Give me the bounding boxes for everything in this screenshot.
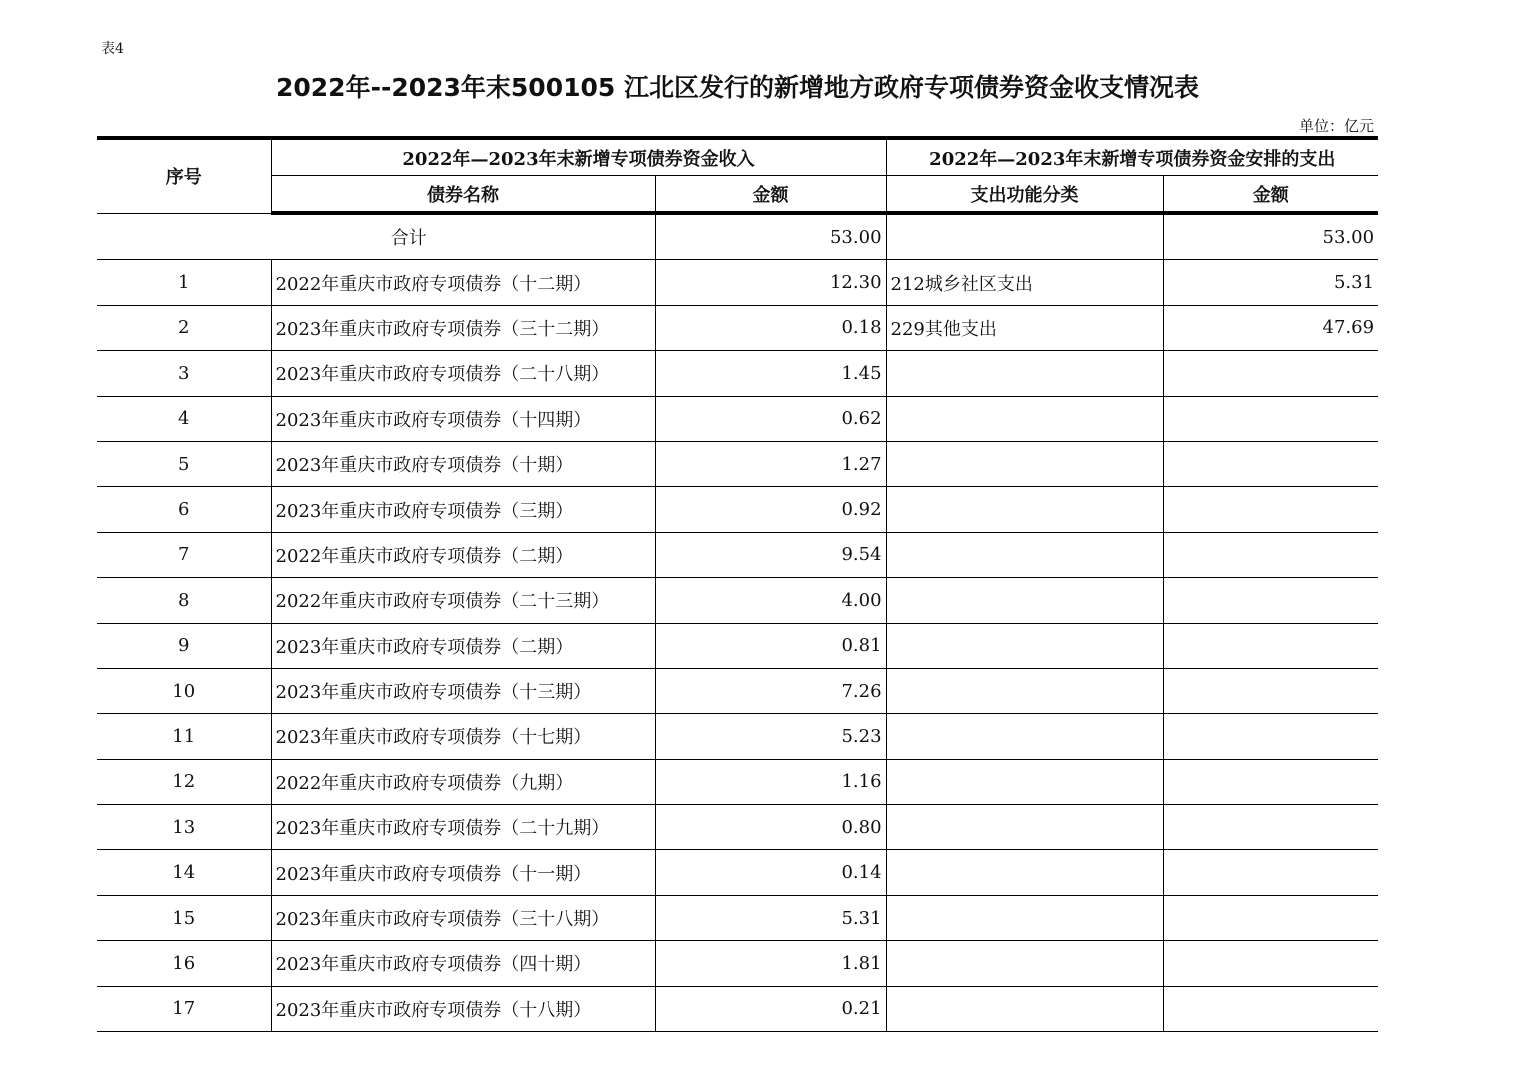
row-function-class	[886, 532, 1163, 577]
table-row	[97, 260, 1378, 305]
total-label: 合计	[97, 213, 655, 260]
row-bond-name: 2022年重庆市政府专项债券（二期）	[271, 532, 655, 577]
row-seq: 1	[97, 260, 271, 305]
row-bond-name: 2022年重庆市政府专项债券（十二期）	[271, 260, 655, 305]
row-expense-amount	[1163, 850, 1378, 895]
table-row	[97, 986, 1378, 1031]
row-expense-amount	[1163, 532, 1378, 577]
total-row	[97, 213, 1378, 260]
row-seq: 11	[97, 714, 271, 759]
row-bond-name: 2023年重庆市政府专项债券（四十期）	[271, 941, 655, 986]
row-bond-name: 2023年重庆市政府专项债券（十七期）	[271, 714, 655, 759]
row-seq: 6	[97, 487, 271, 532]
table-row	[97, 759, 1378, 804]
row-bond-name: 2023年重庆市政府专项债券（三十二期）	[271, 305, 655, 350]
row-seq: 4	[97, 396, 271, 441]
row-bond-name: 2023年重庆市政府专项债券（十三期）	[271, 668, 655, 713]
column-header-seq: 序号	[97, 138, 271, 213]
total-income-amount: 53.00	[655, 213, 886, 260]
row-income-amount: 0.62	[655, 396, 886, 441]
table-row	[97, 941, 1378, 986]
table-row	[97, 895, 1378, 940]
row-expense-amount	[1163, 714, 1378, 759]
row-function-class: 229其他支出	[886, 305, 1163, 350]
row-expense-amount: 47.69	[1163, 305, 1378, 350]
row-expense-amount	[1163, 351, 1378, 396]
column-group-income: 2022年—2023年末新增专项债券资金收入	[271, 138, 886, 176]
header-row-columns	[97, 176, 1378, 214]
row-bond-name: 2023年重庆市政府专项债券（十四期）	[271, 396, 655, 441]
row-bond-name: 2023年重庆市政府专项债券（十期）	[271, 441, 655, 486]
row-function-class	[886, 850, 1163, 895]
column-header-bond-name: 债券名称	[271, 176, 655, 214]
column-header-expense-amount: 金额	[1163, 176, 1378, 214]
row-income-amount: 1.27	[655, 441, 886, 486]
row-income-amount: 0.92	[655, 487, 886, 532]
row-seq: 17	[97, 986, 271, 1031]
row-bond-name: 2023年重庆市政府专项债券（三十八期）	[271, 895, 655, 940]
row-income-amount: 5.23	[655, 714, 886, 759]
bond-funds-table	[97, 136, 1378, 1032]
row-income-amount: 1.81	[655, 941, 886, 986]
row-income-amount: 0.18	[655, 305, 886, 350]
row-function-class	[886, 578, 1163, 623]
unit-label: 单位：亿元	[1298, 117, 1374, 135]
table-row	[97, 441, 1378, 486]
table-row	[97, 532, 1378, 577]
row-expense-amount	[1163, 805, 1378, 850]
table-row	[97, 623, 1378, 668]
row-seq: 5	[97, 441, 271, 486]
table-row	[97, 850, 1378, 895]
row-expense-amount	[1163, 986, 1378, 1031]
total-expense-amount: 53.00	[1163, 213, 1378, 260]
column-header-function-class: 支出功能分类	[886, 176, 1163, 214]
row-seq: 8	[97, 578, 271, 623]
row-income-amount: 1.16	[655, 759, 886, 804]
row-expense-amount	[1163, 668, 1378, 713]
row-function-class	[886, 759, 1163, 804]
row-seq: 16	[97, 941, 271, 986]
row-income-amount: 12.30	[655, 260, 886, 305]
row-bond-name: 2023年重庆市政府专项债券（十一期）	[271, 850, 655, 895]
row-function-class	[886, 895, 1163, 940]
row-expense-amount: 5.31	[1163, 260, 1378, 305]
header-row-groups	[97, 138, 1378, 176]
row-income-amount: 5.31	[655, 895, 886, 940]
row-function-class	[886, 441, 1163, 486]
row-function-class	[886, 487, 1163, 532]
table-row	[97, 396, 1378, 441]
row-income-amount: 0.80	[655, 805, 886, 850]
row-income-amount: 0.14	[655, 850, 886, 895]
row-seq: 2	[97, 305, 271, 350]
total-function-class	[886, 213, 1163, 260]
row-expense-amount	[1163, 895, 1378, 940]
row-function-class	[886, 351, 1163, 396]
table-row	[97, 668, 1378, 713]
table-row	[97, 351, 1378, 396]
row-seq: 13	[97, 805, 271, 850]
row-bond-name: 2022年重庆市政府专项债券（二十三期）	[271, 578, 655, 623]
table-number-label: 表4	[101, 41, 124, 57]
row-expense-amount	[1163, 487, 1378, 532]
row-seq: 3	[97, 351, 271, 396]
page-title: 2022年--2023年末500105 江北区发行的新增地方政府专项债券资金收支情况表	[276, 73, 1199, 102]
row-function-class: 212城乡社区支出	[886, 260, 1163, 305]
row-function-class	[886, 941, 1163, 986]
row-seq: 14	[97, 850, 271, 895]
table-row	[97, 305, 1378, 350]
row-expense-amount	[1163, 578, 1378, 623]
row-function-class	[886, 805, 1163, 850]
row-bond-name: 2023年重庆市政府专项债券（二期）	[271, 623, 655, 668]
row-function-class	[886, 623, 1163, 668]
table-row	[97, 714, 1378, 759]
row-income-amount: 7.26	[655, 668, 886, 713]
row-bond-name: 2023年重庆市政府专项债券（十八期）	[271, 986, 655, 1031]
row-seq: 15	[97, 895, 271, 940]
table-row	[97, 805, 1378, 850]
row-expense-amount	[1163, 441, 1378, 486]
row-expense-amount	[1163, 759, 1378, 804]
row-seq: 12	[97, 759, 271, 804]
row-income-amount: 0.81	[655, 623, 886, 668]
row-function-class	[886, 396, 1163, 441]
row-income-amount: 4.00	[655, 578, 886, 623]
column-group-expense: 2022年—2023年末新增专项债券资金安排的支出	[886, 138, 1378, 176]
row-bond-name: 2023年重庆市政府专项债券（二十九期）	[271, 805, 655, 850]
table-row	[97, 487, 1378, 532]
row-income-amount: 9.54	[655, 532, 886, 577]
row-seq: 9	[97, 623, 271, 668]
row-bond-name: 2023年重庆市政府专项债券（三期）	[271, 487, 655, 532]
row-bond-name: 2022年重庆市政府专项债券（九期）	[271, 759, 655, 804]
row-function-class	[886, 986, 1163, 1031]
row-function-class	[886, 668, 1163, 713]
row-expense-amount	[1163, 623, 1378, 668]
row-income-amount: 0.21	[655, 986, 886, 1031]
row-expense-amount	[1163, 941, 1378, 986]
row-seq: 7	[97, 532, 271, 577]
row-expense-amount	[1163, 396, 1378, 441]
column-header-income-amount: 金额	[655, 176, 886, 214]
row-seq: 10	[97, 668, 271, 713]
row-bond-name: 2023年重庆市政府专项债券（二十八期）	[271, 351, 655, 396]
table-row	[97, 578, 1378, 623]
row-function-class	[886, 714, 1163, 759]
row-income-amount: 1.45	[655, 351, 886, 396]
